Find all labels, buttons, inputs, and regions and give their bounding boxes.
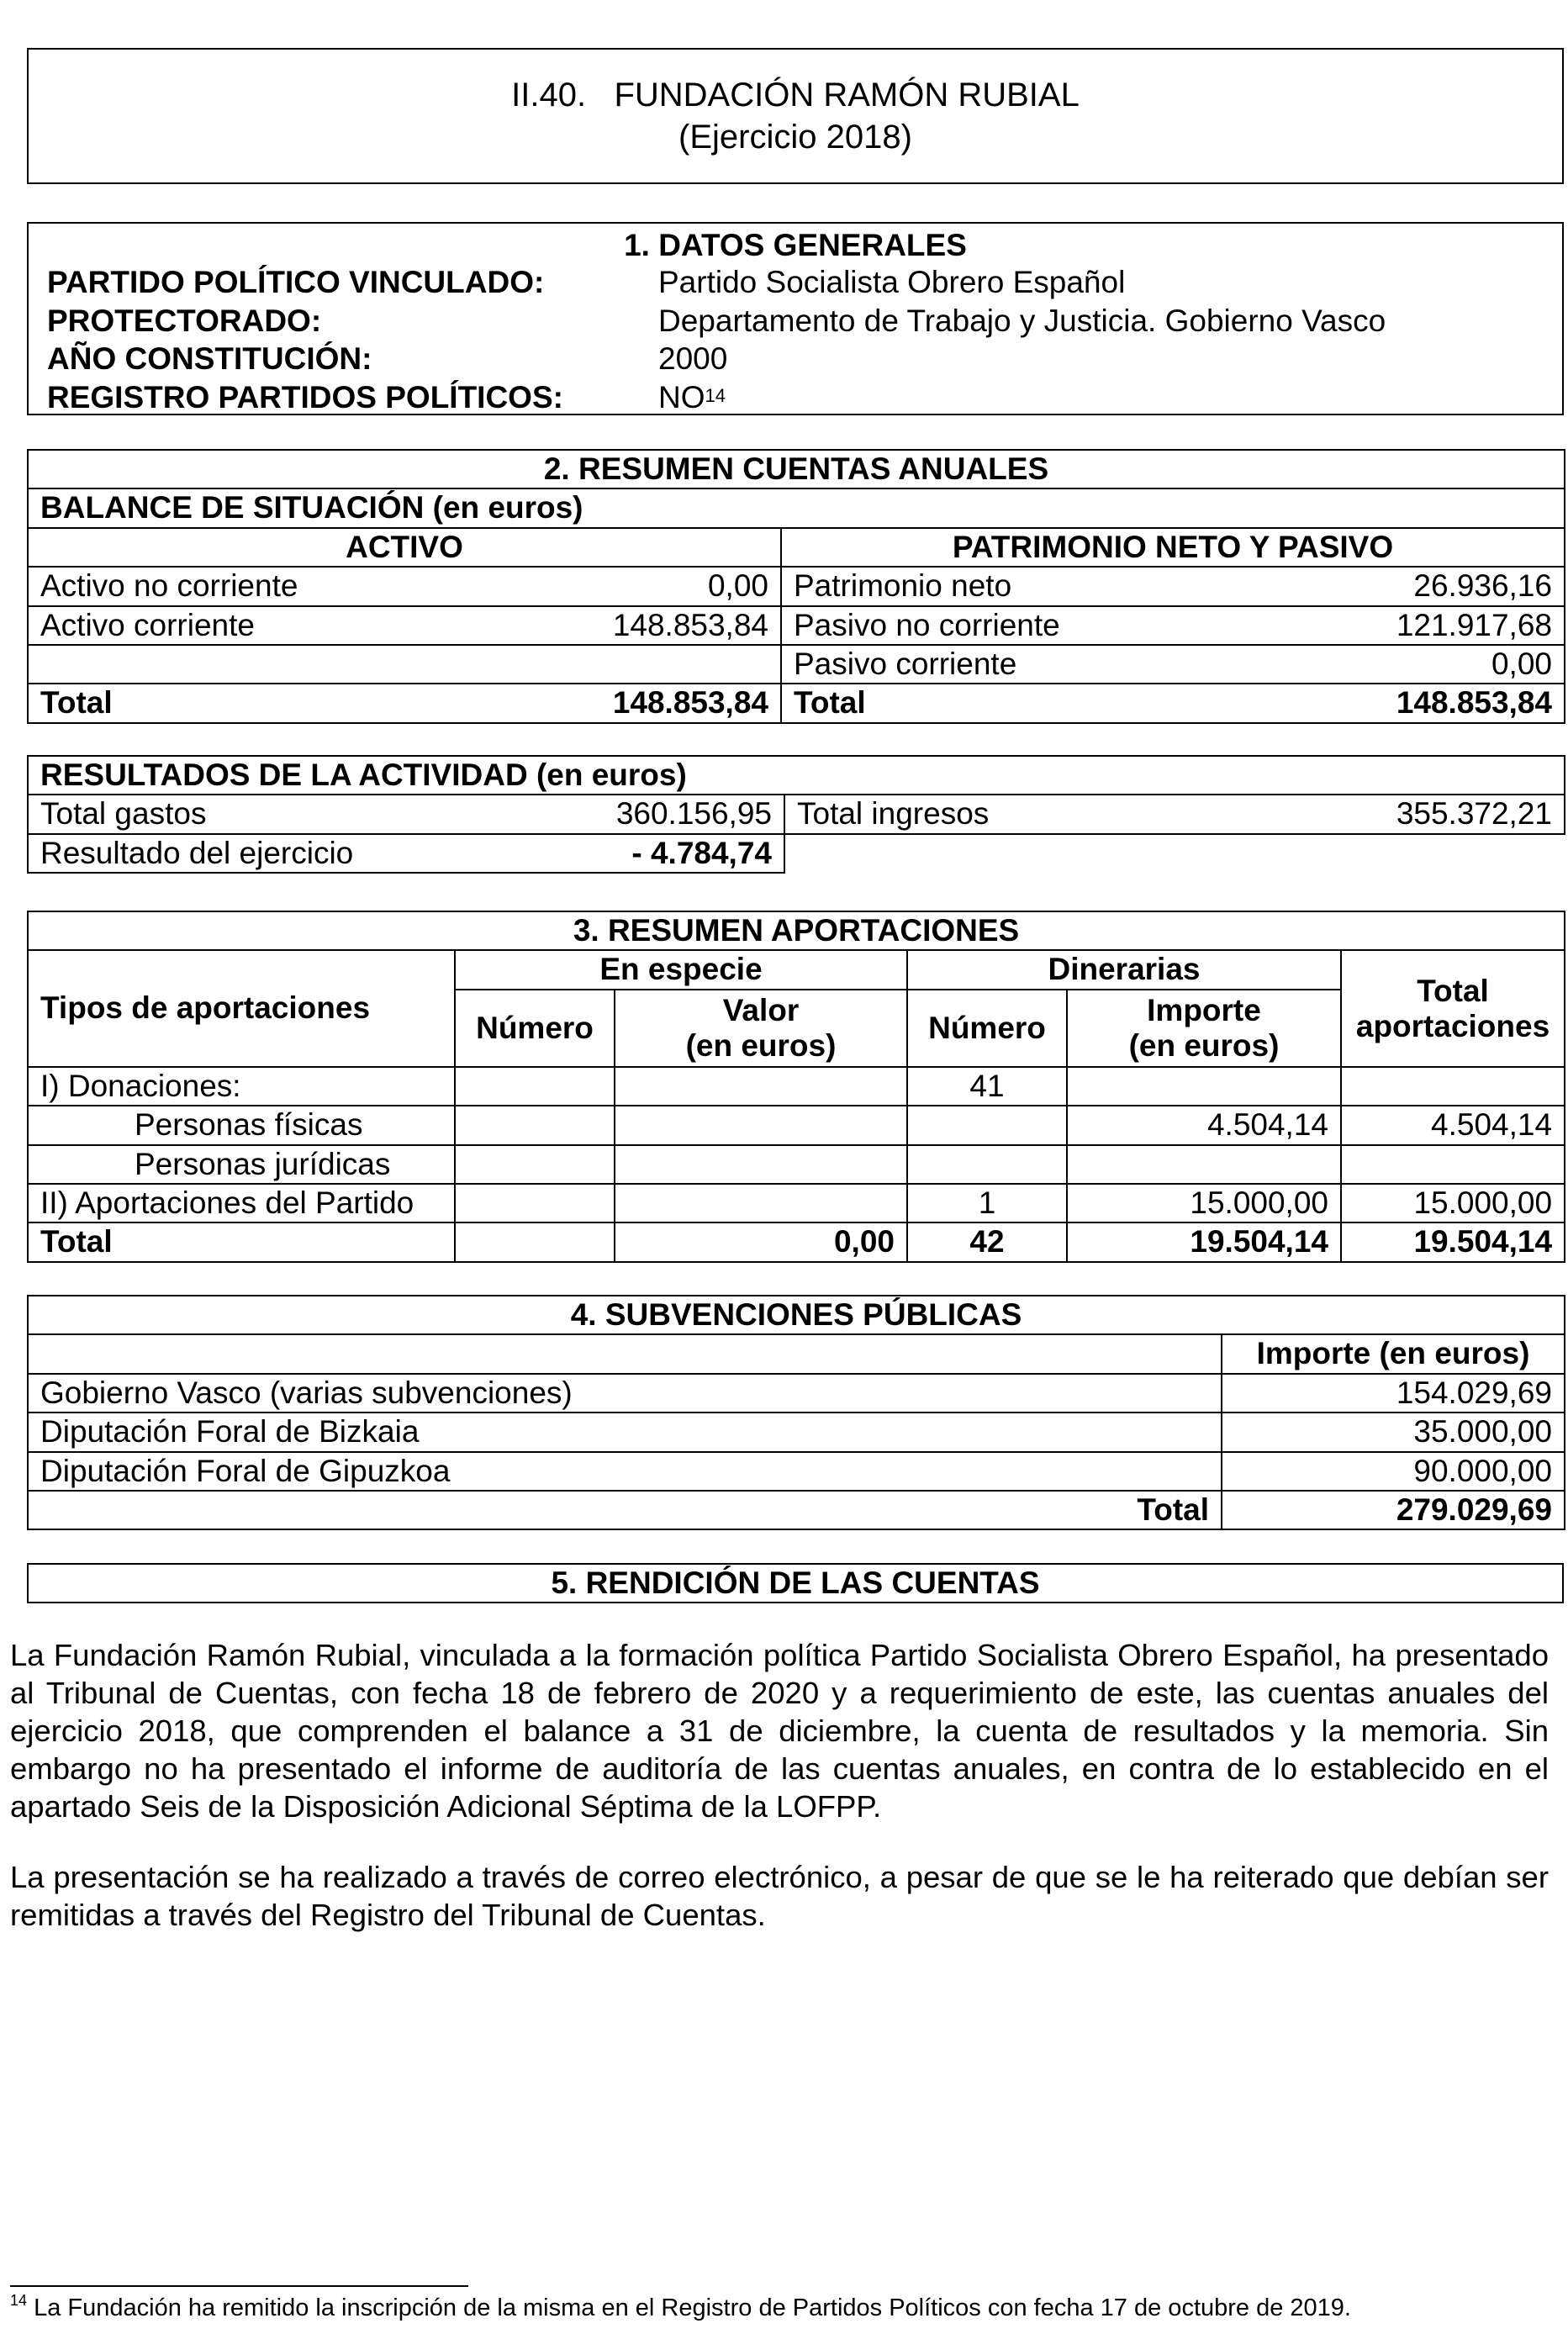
subvencion-label: Gobierno Vasco (varias subvenciones)	[28, 1374, 1222, 1413]
datos-label: PROTECTORADO:	[47, 303, 322, 338]
datos-value: NO	[658, 379, 705, 415]
empty-header-cell	[28, 1334, 1222, 1373]
resumen-heading: 2. RESUMEN CUENTAS ANUALES	[28, 450, 1565, 488]
din-num-total-cell: 42	[907, 1222, 1067, 1261]
tipos-header: Tipos de aportaciones	[28, 950, 455, 1066]
din-imp-total-cell: 19.504,14	[1067, 1222, 1341, 1261]
esp-val-cell	[615, 1067, 907, 1106]
datos-row-protectorado	[47, 302, 1386, 341]
pasivo-heading: PATRIMONIO NETO Y PASIVO	[781, 528, 1565, 567]
footnote-text: La Fundación ha remitido la inscripción de la misma en el Registro de Partidos Políticos con fecha 17 de octubre de 2019.	[27, 2294, 1351, 2321]
footnote-ref: 14	[705, 384, 726, 406]
table-row	[28, 834, 1565, 873]
gastos-cell	[28, 795, 784, 833]
pasivo-total-value: 148.853,84	[1396, 685, 1552, 721]
din-num-cell: 1	[907, 1184, 1067, 1222]
resultados-title: RESULTADOS DE LA ACTIVIDAD (en euros)	[28, 756, 1565, 795]
subvencion-label: Diputación Foral de Gipuzkoa	[28, 1452, 1222, 1491]
resultado-label: Resultado del ejercicio	[40, 835, 354, 870]
datos-rows	[47, 263, 1386, 416]
esp-val-cell	[615, 1106, 907, 1144]
subvenciones-heading: 4. SUBVENCIONES PÚBLICAS	[28, 1296, 1565, 1334]
table-row	[28, 1145, 1565, 1184]
datos-generales-section	[27, 222, 1564, 415]
importe-column-header: Importe (en euros)	[1222, 1334, 1565, 1373]
resultado-value: - 4.784,74	[631, 835, 772, 870]
activo-cell	[28, 645, 781, 684]
datos-value: 2000	[658, 341, 728, 376]
activo-total-label: Total	[40, 685, 113, 721]
pasivo-cell	[781, 645, 1565, 684]
tipo-total-cell: Total	[28, 1222, 455, 1261]
total-cell: 15.000,00	[1341, 1184, 1565, 1222]
total-header-line1: Total	[1417, 973, 1489, 1008]
datos-row-registro	[47, 378, 1386, 417]
din-num-cell	[907, 1106, 1067, 1144]
valor-header-line2: (en euros)	[685, 1027, 837, 1063]
activo-value: 148.853,84	[612, 607, 768, 642]
table-row	[28, 606, 1565, 645]
pasivo-value: 121.917,68	[1396, 607, 1552, 642]
din-num-cell	[907, 1145, 1067, 1184]
document-subtitle: (Ejercicio 2018)	[678, 119, 912, 156]
subvencion-value: 154.029,69	[1222, 1374, 1565, 1413]
table-row	[28, 1452, 1565, 1491]
din-imp-cell: 4.504,14	[1067, 1106, 1341, 1144]
activo-cell	[28, 567, 781, 605]
subvencion-value: 90.000,00	[1222, 1452, 1565, 1491]
din-imp-cell	[1067, 1067, 1341, 1106]
importe-header-line1: Importe	[1147, 992, 1261, 1027]
esp-val-cell	[615, 1184, 907, 1222]
valor-header-line1: Valor	[722, 992, 800, 1027]
datos-label: REGISTRO PARTIDOS POLÍTICOS:	[47, 379, 563, 415]
grand-total-cell: 19.504,14	[1341, 1222, 1565, 1261]
importe-header-line2: (en euros)	[1128, 1027, 1280, 1063]
datos-label: PARTIDO POLÍTICO VINCULADO:	[47, 265, 545, 299]
activo-heading: ACTIVO	[28, 528, 781, 567]
pasivo-value: 0,00	[1491, 646, 1552, 681]
esp-num-total-cell	[455, 1222, 615, 1261]
esp-val-total-cell: 0,00	[615, 1222, 907, 1261]
table-row-total	[28, 1491, 1565, 1529]
esp-num-cell	[455, 1145, 615, 1184]
empty-cell	[784, 834, 1565, 873]
table-row	[28, 1106, 1565, 1144]
datos-row-partido	[47, 263, 1386, 302]
esp-num-cell	[455, 1184, 615, 1222]
pasivo-total-cell	[781, 684, 1565, 722]
resultado-cell	[28, 834, 784, 873]
valor-header	[615, 990, 907, 1067]
pasivo-label: Patrimonio neto	[794, 568, 1012, 604]
total-header-line2: aportaciones	[1355, 1008, 1550, 1043]
pasivo-total-label: Total	[794, 685, 866, 721]
subvencion-label: Diputación Foral de Bizkaia	[28, 1413, 1222, 1451]
total-aportaciones-header	[1341, 950, 1565, 1066]
esp-num-cell	[455, 1106, 615, 1144]
total-cell	[1341, 1145, 1565, 1184]
din-num-cell: 41	[907, 1067, 1067, 1106]
document-title: II.40. FUNDACIÓN RAMÓN RUBIAL	[511, 77, 1080, 114]
title-box	[27, 48, 1564, 184]
total-cell: 4.504,14	[1341, 1106, 1565, 1144]
pasivo-value: 26.936,16	[1413, 568, 1552, 604]
numero-especie-header: Número	[455, 990, 615, 1067]
esp-val-cell	[615, 1145, 907, 1184]
subvenciones-table	[27, 1295, 1565, 1530]
datos-row-ano	[47, 340, 1386, 378]
tipo-cell: Personas físicas	[28, 1106, 455, 1144]
footnote	[10, 2294, 1351, 2323]
datos-value: Partido Socialista Obrero Español	[658, 265, 1126, 299]
tipo-cell: II) Aportaciones del Partido	[28, 1184, 455, 1222]
ingresos-value: 355.372,21	[1396, 796, 1552, 832]
activo-label: Activo corriente	[40, 607, 255, 642]
datos-value: Departamento de Trabajo y Justicia. Gobierno Vasco	[658, 303, 1386, 338]
gastos-value: 360.156,95	[615, 796, 772, 832]
ingresos-cell	[784, 795, 1565, 833]
ingresos-label: Total ingresos	[797, 796, 990, 832]
table-row	[28, 567, 1565, 605]
rendicion-paragraph-2: La presentación se ha realizado a través de correo electrónico, a pesar de que se le ha reiterado que debían ser remitidas a través del Registro del Tribunal de Cuentas.	[10, 1860, 1549, 1932]
gastos-label: Total gastos	[40, 796, 207, 832]
subvenciones-total-label: Total	[28, 1491, 1222, 1529]
en-especie-header: En especie	[455, 950, 907, 989]
total-cell	[1341, 1067, 1565, 1106]
esp-num-cell	[455, 1067, 615, 1106]
subvencion-value: 35.000,00	[1222, 1413, 1565, 1451]
pasivo-cell	[781, 567, 1565, 605]
tipo-cell: I) Donaciones:	[28, 1067, 455, 1106]
aportaciones-heading: 3. RESUMEN APORTACIONES	[28, 911, 1565, 950]
footnote-rule	[10, 2285, 468, 2287]
footnote-mark: 14	[10, 2292, 28, 2309]
aportaciones-table	[27, 911, 1565, 1263]
resultados-table	[27, 755, 1565, 874]
pasivo-label: Pasivo no corriente	[794, 607, 1060, 642]
table-row	[28, 795, 1565, 833]
tipo-cell: Personas jurídicas	[28, 1145, 455, 1184]
activo-value: 0,00	[707, 568, 768, 604]
numero-dinerarias-header: Número	[907, 990, 1067, 1067]
table-row	[28, 1413, 1565, 1451]
din-imp-cell	[1067, 1145, 1341, 1184]
pasivo-label: Pasivo corriente	[794, 646, 1017, 681]
activo-total-cell	[28, 684, 781, 722]
table-row	[28, 645, 1565, 684]
table-row	[28, 1067, 1565, 1106]
rendicion-heading: 5. RENDICIÓN DE LAS CUENTAS	[27, 1563, 1564, 1603]
datos-generales-heading: 1. DATOS GENERALES	[624, 228, 967, 262]
table-row-total	[28, 1222, 1565, 1261]
datos-label: AÑO CONSTITUCIÓN:	[47, 341, 372, 376]
table-row	[28, 1184, 1565, 1222]
balance-table	[27, 449, 1565, 724]
activo-total-value: 148.853,84	[612, 685, 768, 721]
activo-label: Activo no corriente	[40, 568, 298, 604]
importe-header	[1067, 990, 1341, 1067]
din-imp-cell: 15.000,00	[1067, 1184, 1341, 1222]
pasivo-cell	[781, 606, 1565, 645]
table-row	[28, 1374, 1565, 1413]
activo-cell	[28, 606, 781, 645]
dinerarias-header: Dinerarias	[907, 950, 1341, 989]
balance-title: BALANCE DE SITUACIÓN (en euros)	[28, 488, 1565, 527]
rendicion-paragraph-1: La Fundación Ramón Rubial, vinculada a la formación política Partido Socialista Obrero Español, ha presentado al Tribunal de Cuentas, con fecha 18 de febrero de 2020 y a requerimiento de este, las cuentas anuales del ejercicio 2018, que comprenden el balance a 31 de diciembre, la cuenta de resultados y la memoria. Sin embargo no ha presentado el informe de auditoría de las cuentas anuales, en contra de lo establecido en el apartado Seis de la Disposición Adicional Séptima de la LOFPP.	[10, 1638, 1549, 1824]
table-row-total	[28, 684, 1565, 722]
subvenciones-total-value: 279.029,69	[1222, 1491, 1565, 1529]
